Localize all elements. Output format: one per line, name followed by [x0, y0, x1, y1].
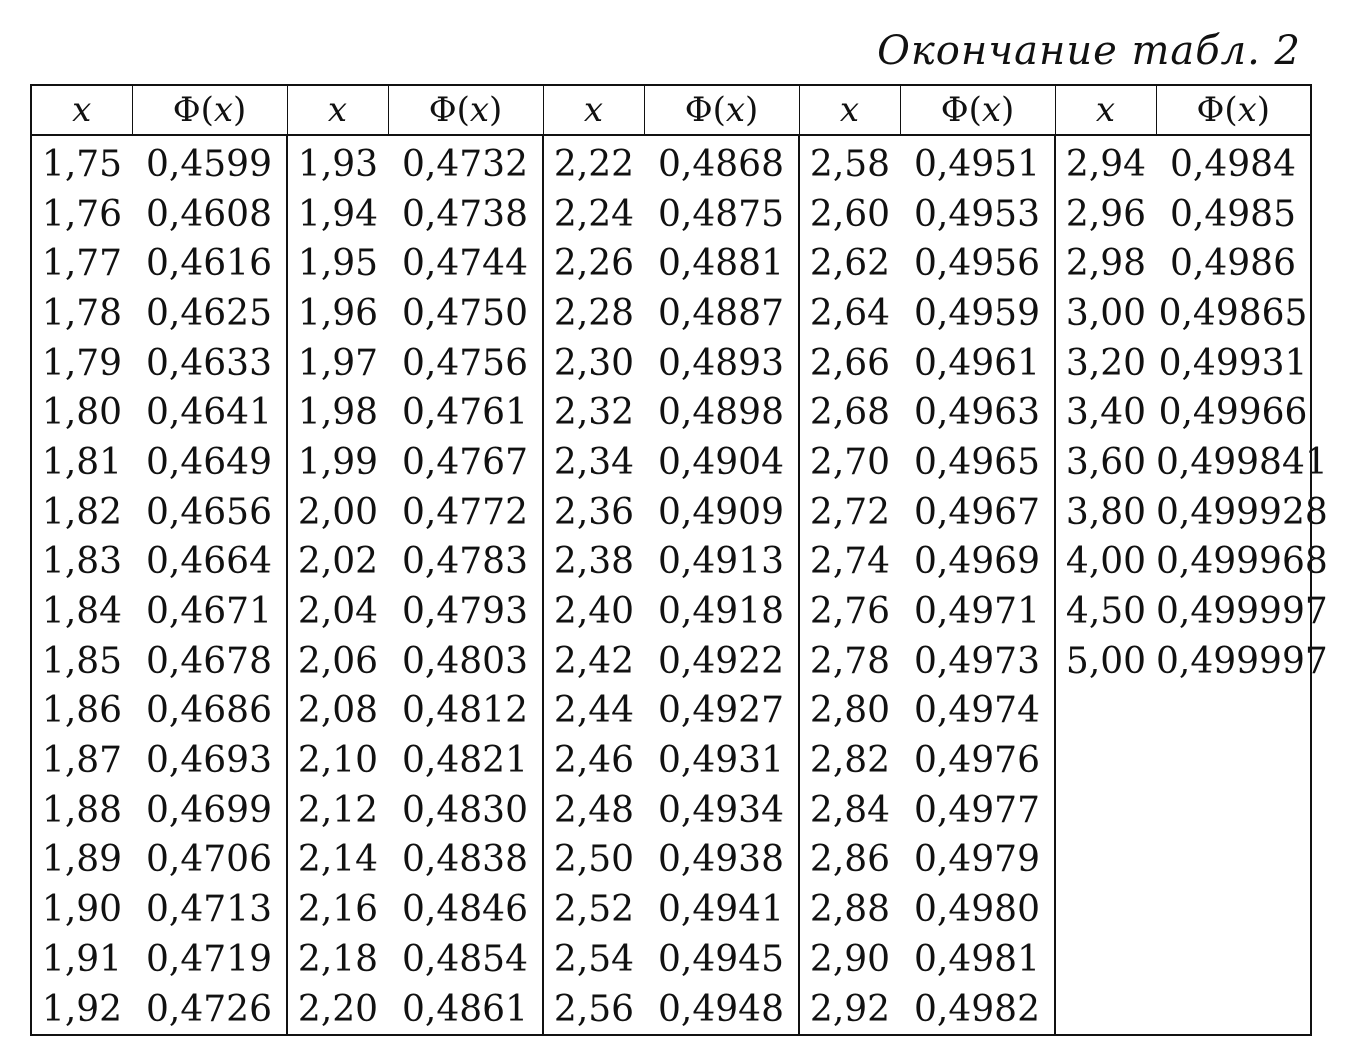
cell-x: 1,81	[41, 441, 123, 483]
cell-phi: 0,4625	[146, 292, 272, 334]
cell-x: 5,00	[1055, 637, 1156, 687]
cell-phi: 0,4812	[402, 690, 528, 732]
cell-phi: 0,4838	[402, 839, 528, 881]
table-row	[31, 985, 1311, 1036]
cell-x: 3,60	[1055, 438, 1156, 488]
cell-x: 1,87	[41, 740, 123, 782]
cell-phi: 0,49966	[1158, 392, 1308, 434]
cell-phi: 0,4846	[402, 889, 528, 931]
cell-x: 2,72	[799, 488, 900, 538]
cell-phi: 0,4973	[914, 640, 1040, 682]
cell-x: 2,64	[799, 289, 900, 339]
cell-x: 2,24	[543, 190, 644, 240]
cell-phi: 0,4979	[914, 839, 1040, 881]
cell-phi: 0,4922	[658, 640, 784, 682]
header-phi-symbol: Φ	[940, 90, 969, 130]
cell-phi: 0,4969	[914, 541, 1040, 583]
header-phi-argument: x	[469, 90, 490, 130]
cell-x: 2,86	[799, 836, 900, 886]
cell-phi: 0,4649	[146, 441, 272, 483]
cell-x: 1,77	[41, 243, 123, 285]
cell-phi: 0,4713	[146, 889, 272, 931]
cell-x: 2,30	[543, 339, 644, 389]
cell-x: 1,76	[41, 193, 123, 235]
header-phi-argument: x	[981, 90, 1002, 130]
cell-x: 2,42	[543, 637, 644, 687]
cell-x: 2,92	[799, 985, 900, 1036]
cell-x: 2,34	[543, 438, 644, 488]
cell-x: 1,83	[41, 541, 123, 583]
cell-x: 2,18	[287, 935, 388, 985]
cell-phi: 0,4783	[402, 541, 528, 583]
table-row	[31, 935, 1311, 985]
cell-phi: 0,4971	[914, 591, 1040, 633]
cell-phi: 0,4767	[402, 441, 528, 483]
cell-x: 1,88	[41, 789, 123, 831]
cell-phi	[1156, 836, 1311, 886]
cell-phi: 0,4953	[914, 193, 1040, 235]
cell-phi: 0,4980	[914, 889, 1040, 931]
cell-x: 1,79	[41, 342, 123, 384]
cell-phi: 0,4984	[1170, 143, 1296, 185]
cell-phi: 0,4934	[658, 789, 784, 831]
cell-phi: 0,4738	[402, 193, 528, 235]
table-caption: Окончание табл. 2	[877, 28, 1301, 74]
cell-x	[1055, 935, 1156, 985]
header-phi-2: Φ(x)	[388, 85, 543, 135]
header-phi-symbol: Φ	[428, 90, 457, 130]
table-row	[31, 538, 1311, 588]
cell-phi: 0,4793	[402, 591, 528, 633]
header-x-1: x	[31, 85, 132, 135]
table-row	[31, 637, 1311, 687]
cell-phi: 0,4726	[146, 988, 272, 1030]
cell-phi	[1156, 985, 1311, 1036]
header-phi-symbol: Φ	[684, 90, 713, 130]
cell-phi: 0,4699	[146, 789, 272, 831]
cell-x: 2,02	[287, 538, 388, 588]
cell-phi: 0,4750	[402, 292, 528, 334]
cell-x: 2,32	[543, 388, 644, 438]
cell-phi: 0,4948	[658, 988, 784, 1030]
cell-phi: 0,4898	[658, 392, 784, 434]
cell-x: 1,84	[41, 591, 123, 633]
cell-phi: 0,4981	[914, 938, 1040, 980]
cell-phi: 0,4961	[914, 342, 1040, 384]
cell-x: 2,38	[543, 538, 644, 588]
table-row	[31, 736, 1311, 786]
cell-phi: 0,4706	[146, 839, 272, 881]
cell-x: 2,94	[1055, 135, 1156, 190]
laplace-function-table	[30, 84, 1328, 1036]
cell-phi	[1156, 736, 1311, 786]
cell-x: 2,52	[543, 885, 644, 935]
cell-x: 2,56	[543, 985, 644, 1036]
cell-x: 1,86	[41, 690, 123, 732]
cell-phi	[1156, 786, 1311, 836]
cell-phi: 0,4854	[402, 938, 528, 980]
cell-phi: 0,4956	[914, 243, 1040, 285]
cell-x: 2,70	[799, 438, 900, 488]
cell-x: 3,00	[1055, 289, 1156, 339]
header-x-2: x	[287, 85, 388, 135]
cell-phi: 0,49865	[1158, 292, 1308, 334]
cell-x: 1,80	[41, 392, 123, 434]
cell-x: 1,94	[287, 190, 388, 240]
cell-x: 2,88	[799, 885, 900, 935]
cell-phi: 0,4875	[658, 193, 784, 235]
cell-x: 2,96	[1055, 190, 1156, 240]
cell-phi: 0,4656	[146, 491, 272, 533]
cell-phi: 0,4664	[146, 541, 272, 583]
cell-phi: 0,4732	[402, 143, 528, 185]
table-body	[31, 135, 1328, 1035]
header-phi-argument: x	[725, 90, 746, 130]
cell-phi: 0,4868	[658, 143, 784, 185]
cell-x: 2,98	[1055, 239, 1156, 289]
cell-phi: 0,4982	[914, 988, 1040, 1030]
cell-x: 2,22	[543, 135, 644, 190]
cell-phi	[1156, 687, 1311, 737]
cell-phi: 0,4772	[402, 491, 528, 533]
cell-x: 2,54	[543, 935, 644, 985]
cell-x: 2,66	[799, 339, 900, 389]
cell-phi: 0,4904	[658, 441, 784, 483]
cell-phi: 0,4887	[658, 292, 784, 334]
cell-phi: 0,4861	[402, 988, 528, 1030]
cell-x: 1,97	[287, 339, 388, 389]
cell-x	[1055, 836, 1156, 886]
cell-phi: 0,4761	[402, 392, 528, 434]
cell-phi: 0,4965	[914, 441, 1040, 483]
cell-phi: 0,4913	[658, 541, 784, 583]
header-phi-1: Φ(x)	[132, 85, 287, 135]
cell-phi: 0,4608	[146, 193, 272, 235]
cell-phi: 0,4927	[658, 690, 784, 732]
cell-x: 2,58	[799, 135, 900, 190]
table-row	[31, 239, 1311, 289]
cell-x: 2,00	[287, 488, 388, 538]
cell-phi: 0,4977	[914, 789, 1040, 831]
cell-phi: 0,4931	[658, 740, 784, 782]
cell-x: 2,12	[287, 786, 388, 836]
cell-phi: 0,4678	[146, 640, 272, 682]
cell-x: 2,80	[799, 687, 900, 737]
cell-x: 2,04	[287, 587, 388, 637]
cell-phi	[1156, 885, 1311, 935]
cell-phi: 0,4963	[914, 392, 1040, 434]
cell-x: 1,75	[41, 143, 123, 185]
cell-phi: 0,4945	[658, 938, 784, 980]
table-row	[31, 687, 1311, 737]
cell-phi: 0,4985	[1170, 193, 1296, 235]
cell-x: 2,44	[543, 687, 644, 737]
cell-phi: 0,4686	[146, 690, 272, 732]
table-row	[31, 587, 1311, 637]
cell-x: 2,10	[287, 736, 388, 786]
cell-phi: 0,4967	[914, 491, 1040, 533]
cell-x: 1,85	[41, 640, 123, 682]
cell-phi	[1156, 935, 1311, 985]
cell-x: 2,14	[287, 836, 388, 886]
cell-x: 1,91	[41, 938, 123, 980]
cell-x	[1055, 786, 1156, 836]
cell-x: 1,99	[287, 438, 388, 488]
cell-x: 3,20	[1055, 339, 1156, 389]
cell-phi: 0,4641	[146, 392, 272, 434]
cell-phi: 0,499997	[1156, 640, 1328, 682]
cell-phi: 0,4893	[658, 342, 784, 384]
cell-phi: 0,4616	[146, 243, 272, 285]
cell-x: 2,74	[799, 538, 900, 588]
cell-x	[1055, 885, 1156, 935]
cell-x: 2,06	[287, 637, 388, 687]
cell-phi: 0,4633	[146, 342, 272, 384]
header-phi-4: Φ(x)	[900, 85, 1055, 135]
cell-x: 1,92	[41, 988, 123, 1030]
cell-x	[1055, 985, 1156, 1036]
table-row	[31, 289, 1311, 339]
header-phi-symbol: Φ	[1196, 90, 1225, 130]
cell-phi: 0,4951	[914, 143, 1040, 185]
cell-x: 2,16	[287, 885, 388, 935]
cell-x: 1,90	[41, 889, 123, 931]
table-row	[31, 438, 1311, 488]
header-x-3: x	[543, 85, 644, 135]
table-row	[31, 786, 1311, 836]
cell-phi: 0,4803	[402, 640, 528, 682]
cell-x: 2,62	[799, 239, 900, 289]
cell-phi: 0,4756	[402, 342, 528, 384]
header-phi-symbol: Φ	[172, 90, 201, 130]
cell-phi: 0,499841	[1156, 441, 1328, 483]
cell-x	[1055, 736, 1156, 786]
table-row	[31, 836, 1311, 886]
cell-phi: 0,4959	[914, 292, 1040, 334]
cell-x: 2,26	[543, 239, 644, 289]
cell-phi: 0,499928	[1156, 491, 1328, 533]
cell-x: 3,80	[1055, 488, 1156, 538]
header-phi-3: Φ(x)	[644, 85, 799, 135]
cell-x: 2,36	[543, 488, 644, 538]
cell-x: 2,08	[287, 687, 388, 737]
cell-x: 4,00	[1055, 538, 1156, 588]
cell-x: 2,82	[799, 736, 900, 786]
cell-phi: 0,4744	[402, 243, 528, 285]
header-phi-argument: x	[1237, 90, 1257, 130]
cell-phi: 0,4909	[658, 491, 784, 533]
header-row	[31, 85, 1311, 135]
cell-x: 2,28	[543, 289, 644, 339]
cell-phi: 0,4986	[1170, 243, 1296, 285]
cell-x: 2,40	[543, 587, 644, 637]
table-row	[31, 190, 1311, 240]
cell-x: 3,40	[1055, 388, 1156, 438]
cell-x: 1,82	[41, 491, 123, 533]
cell-phi: 0,4918	[658, 591, 784, 633]
header-x-5: x	[1055, 85, 1156, 135]
cell-x: 1,98	[287, 388, 388, 438]
cell-phi: 0,49931	[1158, 342, 1308, 384]
cell-phi: 0,499997	[1156, 591, 1328, 633]
header-phi-5: Φ(x)	[1156, 85, 1311, 135]
cell-x: 2,76	[799, 587, 900, 637]
cell-phi: 0,499968	[1156, 541, 1328, 583]
cell-x: 2,60	[799, 190, 900, 240]
cell-x: 1,93	[287, 135, 388, 190]
cell-x: 2,46	[543, 736, 644, 786]
cell-x: 2,48	[543, 786, 644, 836]
cell-phi: 0,4976	[914, 740, 1040, 782]
cell-x: 1,78	[41, 292, 123, 334]
cell-phi: 0,4719	[146, 938, 272, 980]
cell-x: 2,78	[799, 637, 900, 687]
cell-x: 2,84	[799, 786, 900, 836]
cell-phi: 0,4671	[146, 591, 272, 633]
cell-x: 1,89	[41, 839, 123, 881]
header-x-4: x	[799, 85, 900, 135]
cell-x: 1,95	[287, 239, 388, 289]
cell-x: 4,50	[1055, 587, 1156, 637]
table-row	[31, 388, 1311, 438]
header-phi-argument: x	[213, 90, 234, 130]
cell-x: 2,50	[543, 836, 644, 886]
cell-x: 2,20	[287, 985, 388, 1036]
cell-x: 2,68	[799, 388, 900, 438]
cell-phi: 0,4830	[402, 789, 528, 831]
table-row	[31, 488, 1311, 538]
cell-x: 2,90	[799, 935, 900, 985]
cell-phi: 0,4881	[658, 243, 784, 285]
cell-phi: 0,4599	[146, 143, 272, 185]
cell-phi: 0,4693	[146, 740, 272, 782]
table-row	[31, 135, 1311, 190]
cell-x: 1,96	[287, 289, 388, 339]
cell-phi: 0,4938	[658, 839, 784, 881]
cell-phi: 0,4974	[914, 690, 1040, 732]
table-row	[31, 885, 1311, 935]
table-row	[31, 339, 1311, 389]
cell-phi: 0,4941	[658, 889, 784, 931]
cell-x	[1055, 687, 1156, 737]
cell-phi: 0,4821	[402, 740, 528, 782]
